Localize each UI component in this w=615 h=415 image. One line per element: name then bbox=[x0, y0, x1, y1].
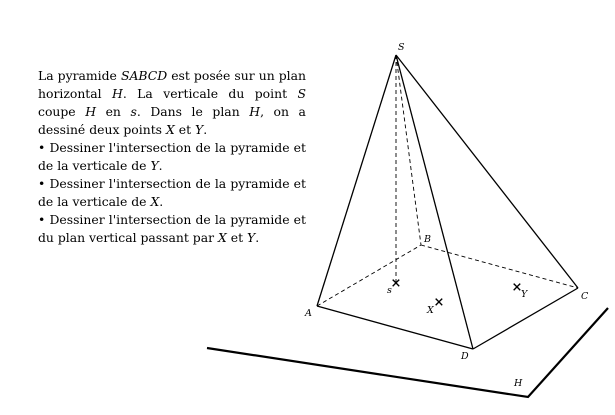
label-b: B bbox=[424, 234, 431, 245]
period: . bbox=[158, 158, 163, 173]
intro-text-2: est posée sur un plan horizontal bbox=[38, 68, 306, 101]
task-3-point-x: X bbox=[218, 230, 227, 245]
intro-text-6: . Dans le plan bbox=[136, 104, 240, 119]
intro-text-7: , on a dessiné deux points bbox=[38, 104, 306, 137]
period: . bbox=[255, 230, 260, 245]
label-s-foot: s bbox=[387, 285, 392, 296]
edge-sc bbox=[396, 55, 578, 288]
plane-h-edge bbox=[207, 308, 608, 397]
label-y: Y bbox=[521, 289, 528, 300]
label-s-apex: S bbox=[398, 42, 405, 53]
marker-s: × bbox=[390, 276, 402, 291]
period: . bbox=[159, 194, 164, 209]
intro-text-4: coupe bbox=[38, 104, 76, 119]
edge-ad bbox=[317, 306, 473, 349]
label-h: H bbox=[514, 378, 523, 389]
label-x: X bbox=[427, 305, 434, 316]
bullet: • bbox=[38, 176, 46, 191]
task-3-text-1: Dessiner l'intersection de la pyramide et du plan vertical passant par bbox=[38, 212, 306, 245]
apex-name: S bbox=[297, 86, 306, 101]
task-1-text: Dessiner l'intersection de la pyramide et de la verticale de bbox=[38, 140, 306, 173]
bullet: • bbox=[38, 212, 46, 227]
visible-edges bbox=[317, 55, 578, 349]
task-2-point: X bbox=[150, 194, 160, 209]
task-3-text-2: et bbox=[230, 230, 244, 245]
plane-name-3: H bbox=[249, 104, 261, 119]
intro-text-1: La pyramide bbox=[38, 68, 117, 83]
label-d: D bbox=[461, 351, 469, 362]
edge-ab bbox=[317, 245, 421, 306]
edge-bc bbox=[421, 245, 578, 288]
intro-text-8: et bbox=[178, 122, 192, 137]
marker-y: × bbox=[511, 280, 523, 295]
point-x-name: X bbox=[166, 122, 175, 137]
pyramid-name: SABCD bbox=[120, 68, 168, 83]
label-a: A bbox=[305, 308, 312, 319]
intro-text-3: . La verticale du point bbox=[122, 86, 288, 101]
plane-name: H bbox=[112, 86, 123, 101]
point-y-name: Y bbox=[195, 122, 204, 137]
edge-sa bbox=[317, 55, 396, 306]
intro-text-5: en bbox=[105, 104, 121, 119]
intro-text-9: . bbox=[203, 122, 208, 137]
edge-sb bbox=[396, 55, 421, 245]
task-3-point-y: Y bbox=[247, 230, 256, 245]
plane-name-2: H bbox=[85, 104, 97, 119]
marker-x: × bbox=[433, 295, 445, 310]
label-c: C bbox=[581, 291, 589, 302]
bullet: • bbox=[38, 140, 46, 155]
foot-name: s bbox=[130, 104, 137, 119]
task-1-point: Y bbox=[150, 158, 159, 173]
task-2-text: Dessiner l'intersection de la pyramide et de la verticale de bbox=[38, 176, 306, 209]
